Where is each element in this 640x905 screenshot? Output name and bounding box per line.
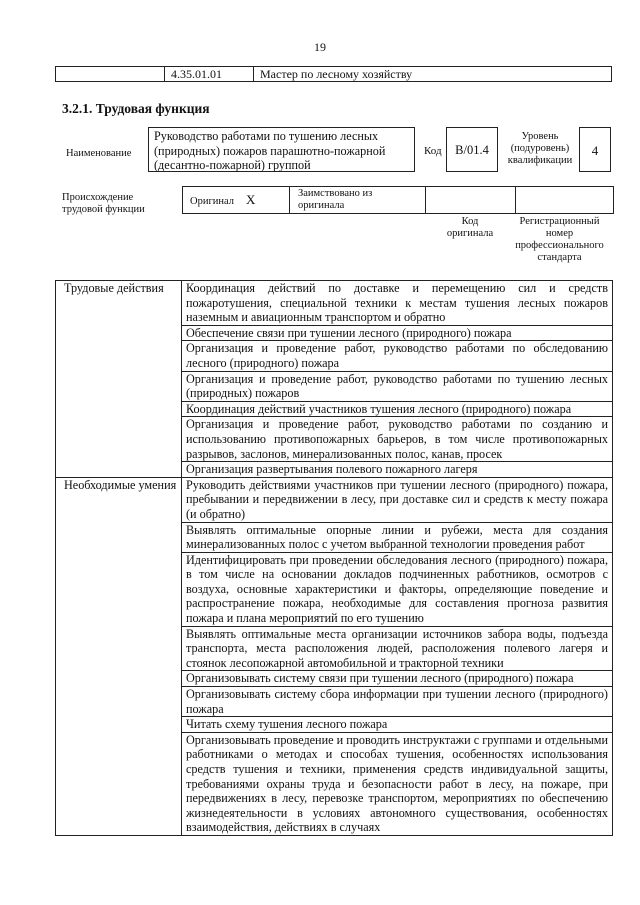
group-item-cell: Организовывать проведение и проводить инструктажи с группами и отдельными работниками о методах и способах тушения, особенностях использования средств тушения и техники, применения средств индивидуальной защиты, требованиями охраны труда и безопасности работ в лесу, на пожаре, при передвижениях в лесу, перевозке транспортом, мероприятиях по обеспечению жизнедеятельности в условиях автономного существования, особенностях взаимодействия, действиях в случаях [182,732,613,835]
reg-number-caption: Регистрационный номер профессионального стандарта [515,216,604,263]
header-code-cell: 4.35.01.01 [165,67,254,82]
group-label-cell: Необходимые умения [56,477,182,835]
main-table [55,280,613,836]
code-original-caption: Код оригинала [446,216,494,239]
borrowed-label: Заимствовано из оригинала [298,188,373,211]
group-item-cell: Обеспечение связи при тушении лесного (природного) пожара [182,325,613,341]
level-label: Уровень (подуровень) квалификации [507,131,573,166]
group-item-cell: Организовывать систему связи при тушении лесного (природного) пожара [182,671,613,687]
table-row [56,477,613,522]
header-table [55,66,612,82]
group-item-cell: Организация развертывания полевого пожарного лагеря [182,462,613,478]
group-item-cell: Идентифицировать при проведении обследования лесного (природного) пожара, в том числе на основании докладов подчиненных работников, осмотров с воздуха, основные характеристики и факторы, определяющие поведение и распространение пожара, необходимые для составления прогноза развития пожара и плана мероприятий по его тушению [182,552,613,626]
original-label: Оригинал [190,196,234,207]
function-name-value: Руководство работами по тушению лесных (природных) пожаров парашютно-пожарной (десантно-пожарной) группой [154,129,386,172]
function-code-value: B/01.4 [455,143,489,157]
function-code-box [446,127,498,172]
group-label-cell: Трудовые действия [56,281,182,478]
section-title: 3.2.1. Трудовая функция [62,101,210,116]
origin-label: Происхождение трудовой функции [62,192,145,215]
group-item-cell: Координация действий по доставке и перемещению сил и средств пожаротушения, специальной техники к местам тушения лесных пожаров наземным и авиационным транспортом и обратно [182,281,613,326]
table-row [56,281,613,326]
code-original-cell [425,186,516,214]
level-value-box [579,127,611,172]
main-table-body [56,281,613,836]
group-item-cell: Организация и проведение работ, руководство работами по тушению лесных (природных) пожаров [182,371,613,401]
group-item-cell: Руководить действиями участников при тушении лесного (природного) пожара, пребывании и передвижении в лесу, при доставке сил и средств к месту пожара (и обратно) [182,477,613,522]
group-item-cell: Выявлять оптимальные опорные линии и рубежи, места для создания минерализованных полос с учетом выбранной технологии проведения работ [182,522,613,552]
group-item-cell: Координация действий участников тушения лесного (природного) пожара [182,401,613,417]
group-item-cell: Организовывать систему сбора информации при тушении лесного (природного) пожара [182,687,613,717]
header-blank-cell [56,67,165,82]
group-item-cell: Организация и проведение работ, руководство работами по обследованию лесного (природного) пожара [182,341,613,371]
page-number: 19 [314,40,326,54]
function-name-box [148,127,415,172]
group-item-cell: Читать схему тушения лесного пожара [182,717,613,733]
group-item-cell: Организация и проведение работ, руководство работами по созданию и использованию противопожарных барьеров, в том числе противопожарных разрывов, заслонов, минерализованных полос, канав, просек [182,417,613,462]
group-item-cell: Выявлять оптимальные места организации источников забора воды, подъезда транспорта, места расположения людей, расположения полевого лагеря и стоянок лесопожарной автомобильной и тракторной техники [182,626,613,671]
level-value: 4 [591,143,599,158]
header-title-cell: Мастер по лесному хозяйству [254,67,612,82]
name-label: Наименование [66,148,132,159]
original-mark: X [246,192,256,207]
code-label: Код [424,145,442,157]
